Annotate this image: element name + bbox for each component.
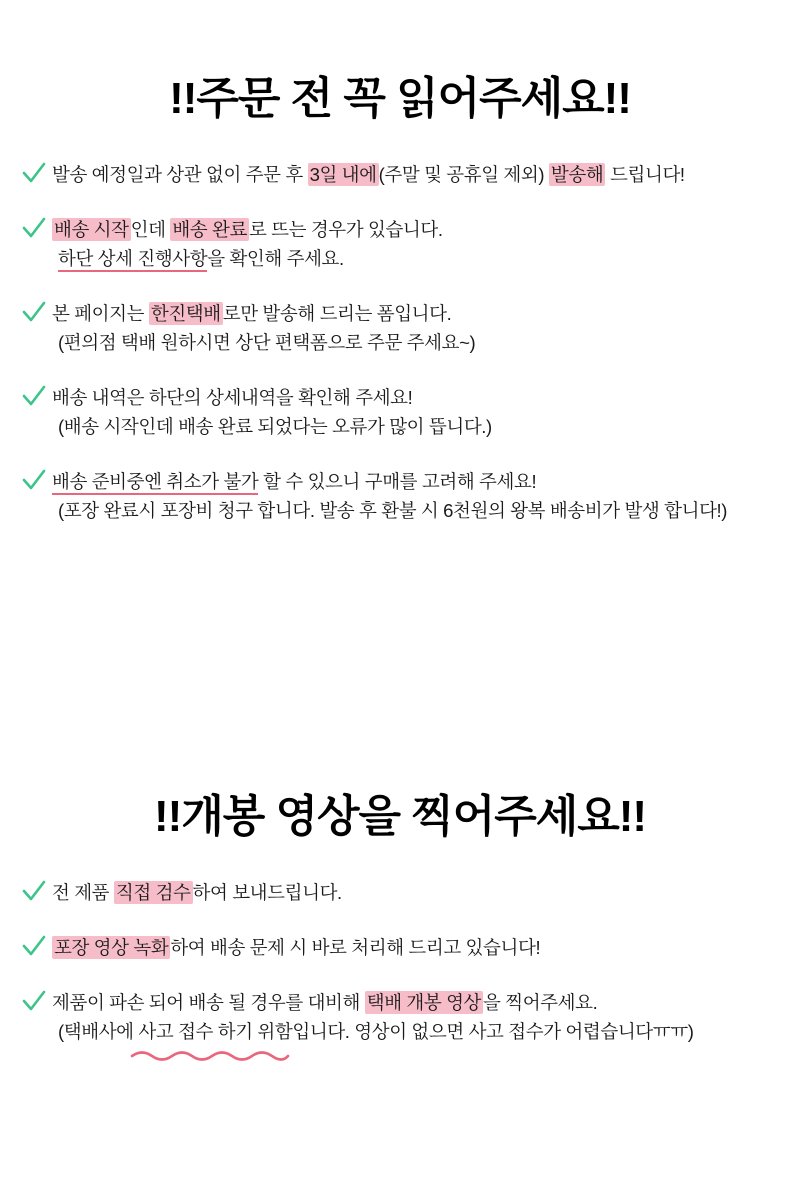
plain-text: 하여 보내드립니다. xyxy=(192,882,342,903)
highlighted-text: 포장 영상 녹화 xyxy=(54,937,169,958)
plain-text: 하여 배송 문제 시 바로 처리해 드리고 있습니다! xyxy=(170,937,541,958)
plain-text: (포장 완료시 포장비 청구 합니다. 발송 후 환불 시 6천원의 왕복 배송비가 발생 합니다!) xyxy=(58,500,728,521)
highlighted-text: 발송해 xyxy=(550,164,604,185)
underlined-text: 배송 준비중엔 취소가 불가 xyxy=(52,471,258,495)
check-icon xyxy=(22,161,46,185)
notice-line xyxy=(52,1017,800,1046)
check-icon xyxy=(22,934,46,958)
check-icon xyxy=(22,384,46,408)
notice-line xyxy=(52,496,800,525)
highlighted-text: 배송 시작 xyxy=(54,219,129,240)
check-icon xyxy=(22,879,46,903)
underlined-text: 하단 상세 진행사항 xyxy=(58,248,207,272)
notice-item xyxy=(0,215,800,273)
notice-line xyxy=(52,328,800,357)
plain-text: (주말 및 공휴일 제외) xyxy=(378,164,549,185)
notice-line xyxy=(52,160,800,189)
plain-text: 을 확인해 주세요. xyxy=(207,248,344,269)
notice-item xyxy=(0,933,800,962)
check-icon xyxy=(22,989,46,1013)
plain-text: 본 페이지는 xyxy=(52,303,149,324)
plain-text: (택배사에 사고 접수 하기 위함입니다. 영상이 없으면 사고 접수가 어렵습니다ㅠㅠ) xyxy=(58,1021,694,1042)
highlighted-text: 한진택배 xyxy=(150,303,221,324)
notice-line xyxy=(52,988,800,1017)
plain-text: 할 수 있으니 구매를 고려해 주세요! xyxy=(258,471,537,492)
highlighted-text: 택배 개봉 영상 xyxy=(366,992,482,1013)
notice-line xyxy=(52,383,800,412)
order-notice-list xyxy=(0,160,800,551)
notice-line xyxy=(52,215,800,244)
notice-line xyxy=(52,933,800,962)
notice-item xyxy=(0,467,800,525)
unboxing-notice-list xyxy=(0,878,800,1093)
check-icon xyxy=(22,300,46,324)
notice-line xyxy=(52,467,800,496)
notice-item xyxy=(0,160,800,189)
page-title-order-notice: !!주문 전 꼭 읽어주세요!! xyxy=(169,74,631,123)
plain-text: 발송 예정일과 상관 없이 주문 후 xyxy=(52,164,308,185)
notice-item xyxy=(0,988,800,1067)
notice-item xyxy=(0,878,800,907)
plain-text: (편의점 택배 원하시면 상단 편택폼으로 주문 주세요~) xyxy=(58,332,476,353)
plain-text: 인데 xyxy=(130,219,171,240)
squiggle-underline-icon xyxy=(130,1048,800,1067)
plain-text: 드립니다! xyxy=(605,164,685,185)
highlighted-text: 직접 검수 xyxy=(115,882,191,903)
notice-line xyxy=(52,299,800,328)
plain-text: 을 찍어주세요. xyxy=(483,992,598,1013)
notice-item xyxy=(0,383,800,441)
plain-text: 배송 내역은 하단의 상세내역을 확인해 주세요! xyxy=(52,387,413,408)
highlighted-text: 3일 내에 xyxy=(309,164,377,185)
plain-text: 전 제품 xyxy=(52,882,114,903)
notice-line xyxy=(52,244,800,273)
plain-text: 로 뜨는 경우가 있습니다. xyxy=(248,219,443,240)
highlighted-text: 배송 완료 xyxy=(172,219,247,240)
plain-text: (배송 시작인데 배송 완료 되었다는 오류가 많이 뜹니다.) xyxy=(58,416,492,437)
plain-text: 로만 발송해 드리는 폼입니다. xyxy=(222,303,452,324)
notice-item xyxy=(0,299,800,357)
check-icon xyxy=(22,468,46,492)
notice-line xyxy=(52,412,800,441)
check-icon xyxy=(22,216,46,240)
notice-line xyxy=(52,878,800,907)
page-title-unboxing-notice: !!개봉 영상을 찍어주세요!! xyxy=(153,792,647,841)
plain-text: 제품이 파손 되어 배송 될 경우를 대비해 xyxy=(52,992,365,1013)
